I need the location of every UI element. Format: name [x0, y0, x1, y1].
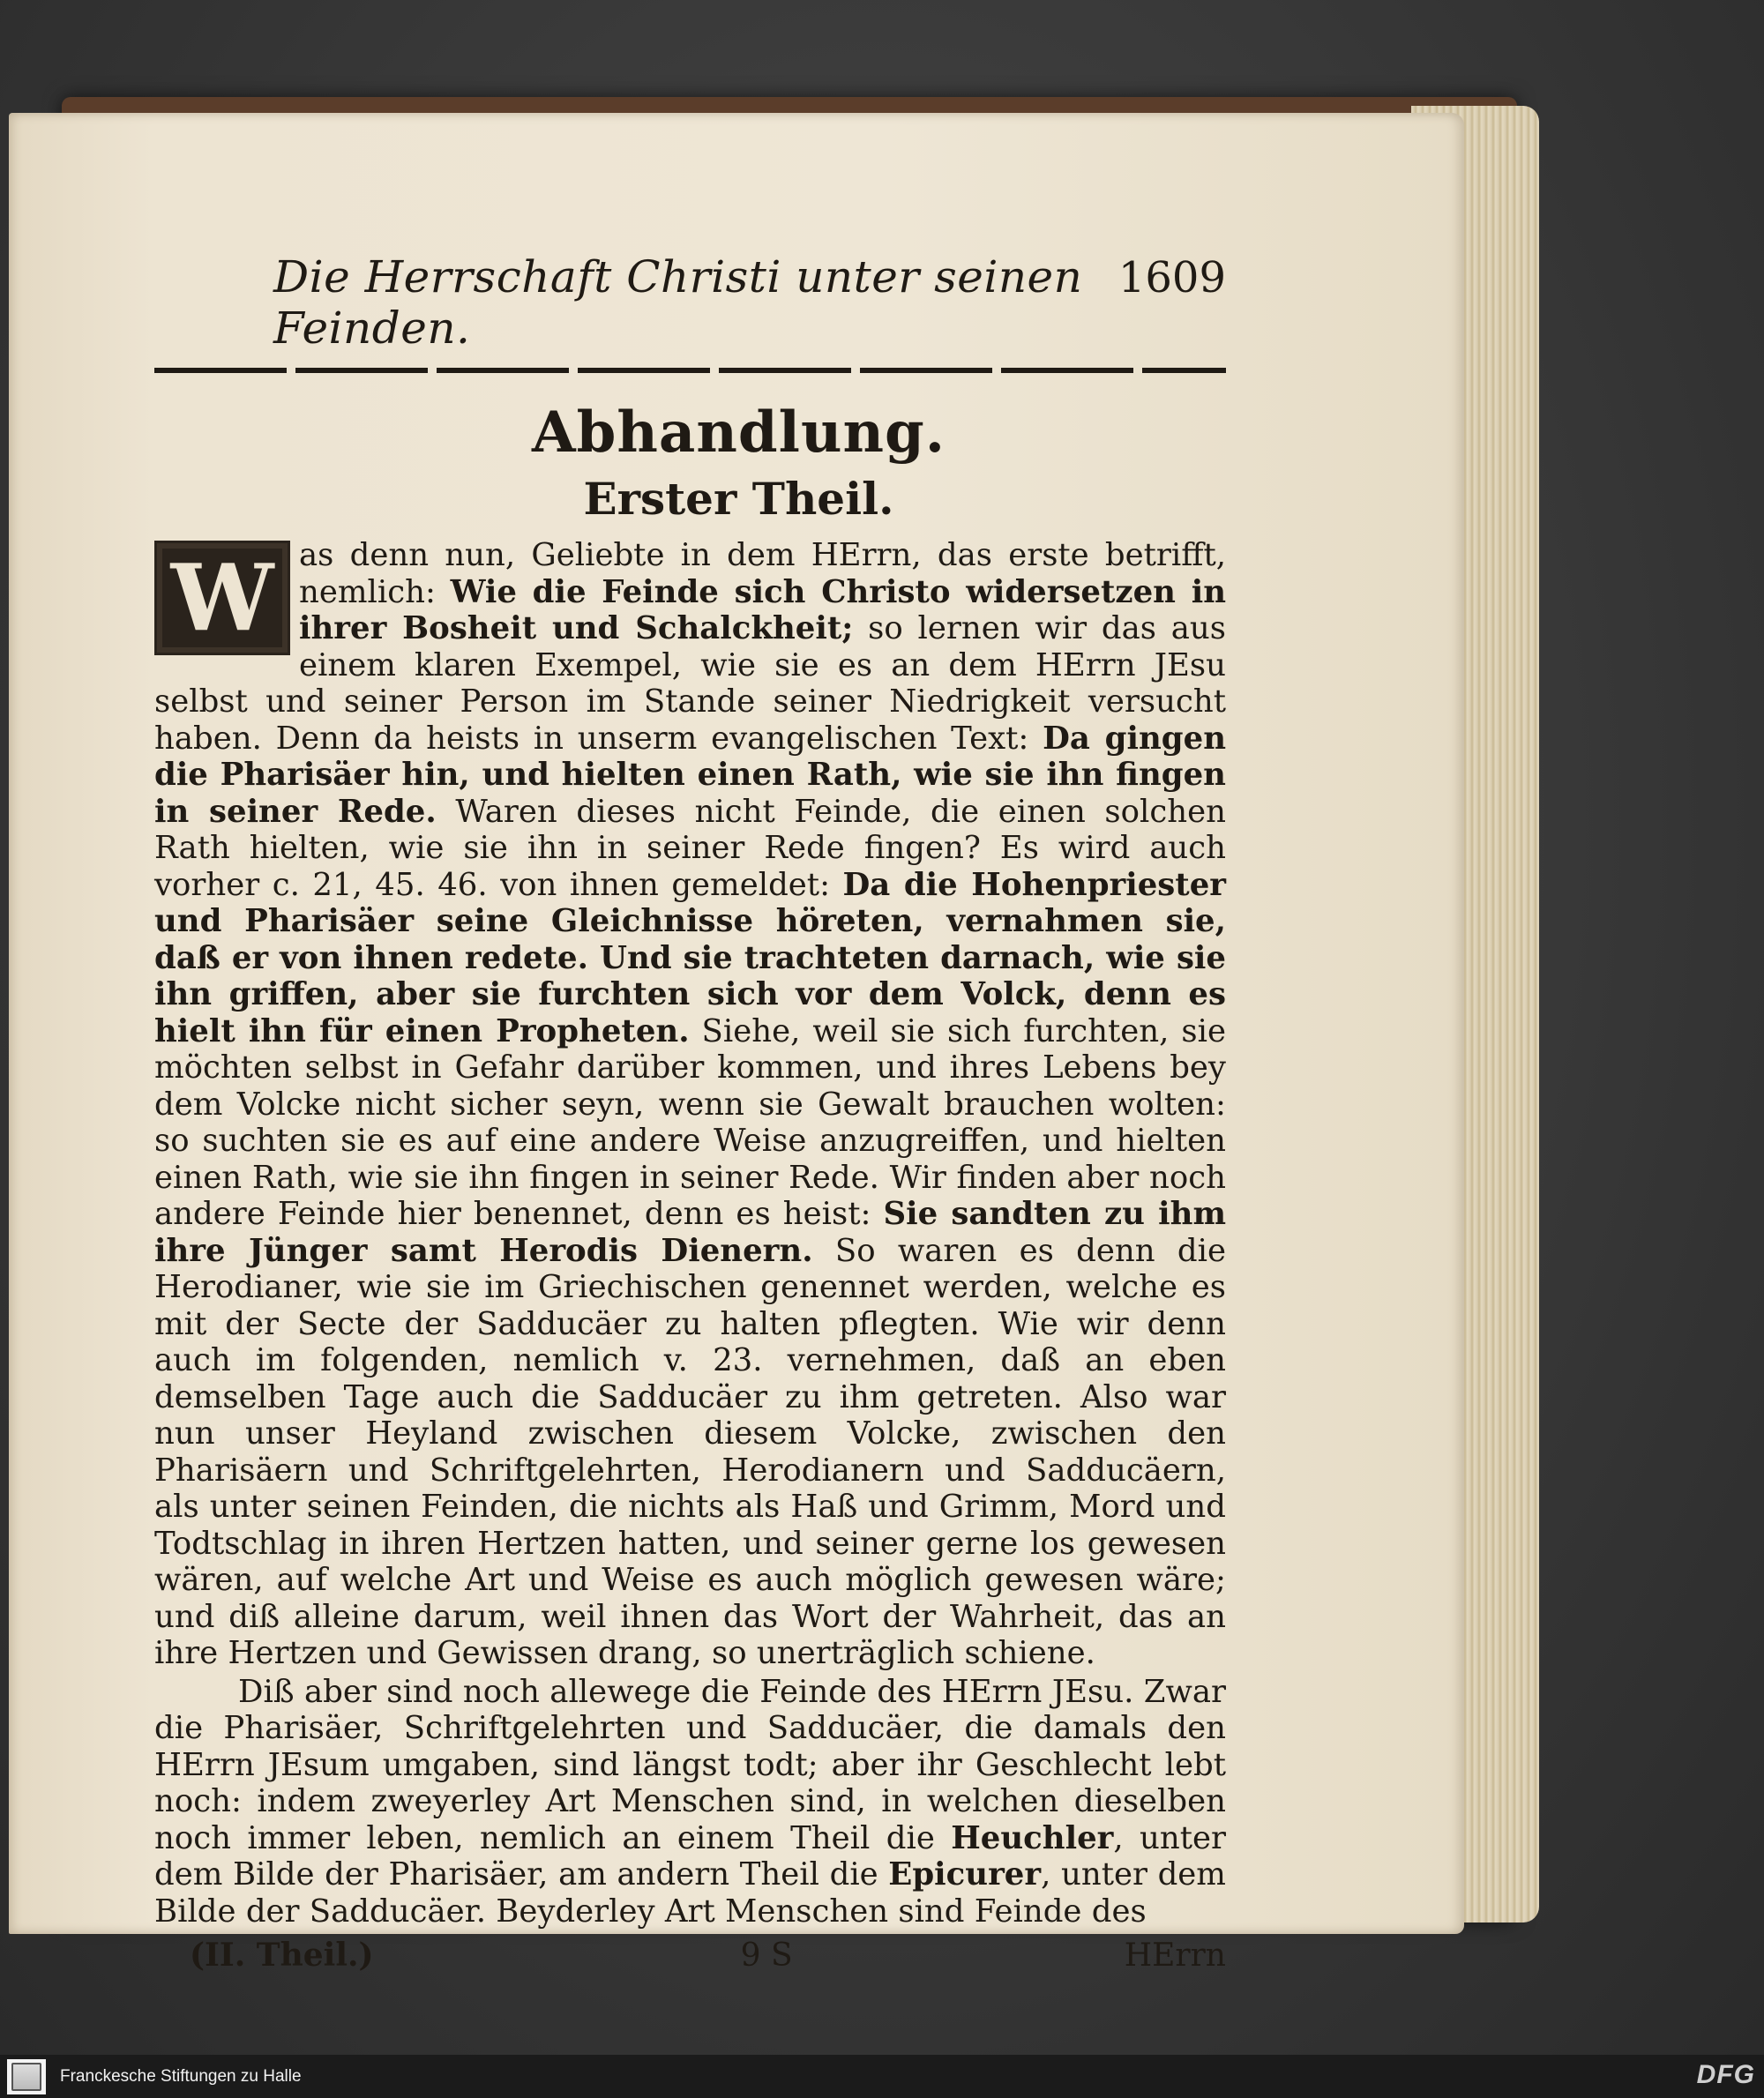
dfg-logo: DFG — [1696, 2060, 1755, 2089]
bold-text-segment: Sie sandten zu ihm ihre Jünger samt Herodis Dienern. — [154, 1196, 1227, 1269]
page-content — [154, 251, 1226, 1974]
page-footer — [154, 1937, 1226, 1974]
running-title: Die Herrschaft Christi unter seinen Feinden. — [273, 251, 1083, 354]
drop-cap: W — [154, 541, 290, 655]
running-head — [154, 251, 1226, 362]
viewer-footer-bar — [0, 2055, 1764, 2098]
section-subheading: Erster Theil. — [583, 473, 894, 525]
text-segment: , unter dem Bilde der Sadducäer. Beyderley Art Menschen sind Feinde des — [154, 1856, 1226, 1930]
section-heading: Abhandlung. — [531, 399, 946, 466]
signature-mark: 9 S — [740, 1937, 793, 1974]
bold-text-segment: Da die Hohenpriester und Pharisäer seine Gleichnisse höreten, vernahmen sie, daß er von ihnen redete. Und sie trachteten darnach, wie sie ihn griffen, aber sie furchten sich vor dem Volck, denn es hielt ihn für einen Propheten. — [154, 866, 1226, 1049]
bold-text-segment: Heuchler — [951, 1819, 1114, 1856]
institution-name: Franckesche Stiftungen zu Halle — [60, 2066, 302, 2086]
text-segment: as denn nun, Geliebte in dem HErrn, das erste betrifft, nemlich: — [299, 537, 1226, 610]
bold-text-segment: Da gingen die Pharisäer hin, und hielten einen Rath, wie sie ihn fingen in seiner Rede. — [154, 720, 1227, 830]
text-segment: Waren dieses nicht Feinde, die einen solchen Rath hielten, wie sie ihn in seiner Rede fingen? Es wird auch vorher c. 21, 45. 46. von ihnen gemeldet: — [154, 793, 1226, 903]
bold-text-segment: Epicurer — [888, 1856, 1042, 1893]
text-segment: So waren es denn die Herodianer, wie sie im Griechischen genennet werden, welche es mit der Secte der Sadducäer zu halten pflegten. Wie wir denn auch im folgenden, nemlich v. 23. vernehmen, daß an eben demselben Tage auch die Sadducäer zu ihm getreten. Also war nun unser Heyland zwischen diesem Volcke, zwischen den Pharisäern und Schriftgelehrten, Herodianern und Sadducäern, als unter seinen Feinden, die nichts als Haß und Grimm, Mord und Todtschlag in ihren Hertzen hatten, und seiner gerne los gewesen wären, auf welche Art und Weise es auch möglich gewesen wäre; und diß alleine darum, weil ihnen das Wort der Wahrheit, das an ihre Hertzen und Gewissen drang, so unerträglich schiene. — [154, 1232, 1226, 1671]
bold-text-segment: Wie die Feinde sich Christo widersetzen in ihrer Bosheit und Schalckheit; — [299, 573, 1227, 646]
text-segment: so lernen wir das aus einem klaren Exempel, wie sie es an dem HErrn JEsu selbst und seiner Person im Stande seiner Niedrigkeit versucht haben. Denn da heists in unserm evangelischen Text: — [154, 610, 1226, 757]
body-text — [154, 537, 1226, 1930]
text-segment: Diß aber sind noch allewege die Feinde des HErrn JEsu. Zwar die Pharisäer, Schriftgelehrten und Sadducäer, die damals den HErrn JEsum umgaben, sind längst todt; aber ihr Geschlecht lebt noch: indem zweyerley Art Menschen sind, in welchen dieselben noch immer leben, nemlich an einem Theil die — [154, 1673, 1226, 1856]
page-number: 1609 — [1117, 253, 1226, 302]
text-segment: Siehe, weil sie sich furchten, sie möchten selbst in Gefahr darüber kommen, und ihres Lebens bey dem Volcke nicht sicher seyn, wenn sie Gewalt brauchen wolten: so suchten sie es auf eine andere Weise anzugreiffen, und hielten einen Rath, wie sie ihn fingen in seiner Rede. Wir finden aber noch andere Feinde hier benennet, denn es heist: — [154, 1012, 1226, 1232]
paragraph-2 — [154, 1674, 1226, 1930]
paragraph-1 — [154, 537, 1226, 1672]
institution-logo-icon — [7, 2059, 46, 2094]
header-rule — [154, 368, 1226, 373]
part-label: (II. Theil.) — [190, 1937, 374, 1974]
text-segment: , unter dem Bilde der Pharisäer, am andern Theil die — [154, 1819, 1226, 1893]
catchword: HErrn — [1124, 1937, 1226, 1974]
